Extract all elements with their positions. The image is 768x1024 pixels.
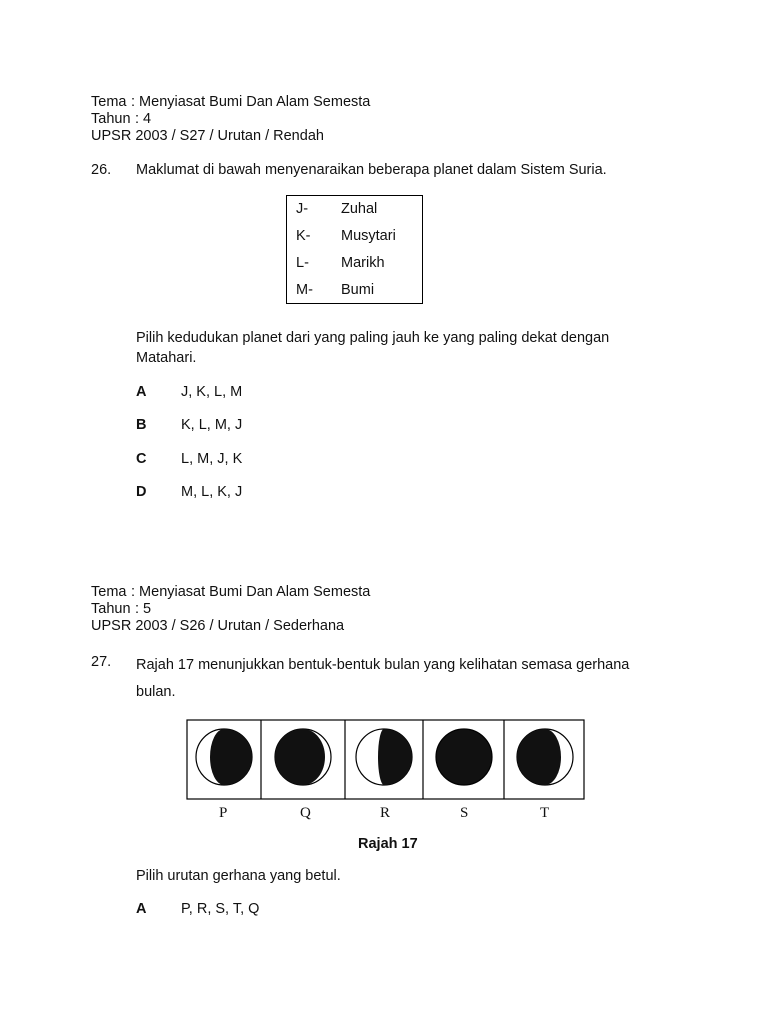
moon-phase-s: [436, 729, 492, 785]
planet-name: Bumi: [341, 282, 375, 298]
q26-prompt-line1: Pilih kedudukan planet dari yang paling jauh ke yang paling dekat dengan: [136, 330, 610, 346]
figure-caption: Rajah 17: [358, 836, 418, 852]
q26-prompt-line2: Matahari.: [136, 350, 197, 366]
tema-value: : Menyiasat Bumi Dan Alam Semesta: [131, 584, 371, 600]
tahun-label: Tahun: [91, 111, 131, 127]
planet-code: M-: [296, 282, 313, 298]
section1-tahun: [91, 111, 370, 128]
phase-label-t: T: [540, 805, 550, 821]
q27-text-line2: bulan.: [136, 684, 176, 700]
section1-source: UPSR 2003 / S27 / Urutan / Rendah: [91, 128, 324, 144]
moon-phase-r: [356, 729, 412, 785]
phase-label-s: S: [460, 805, 469, 821]
phase-label-r: R: [380, 805, 391, 821]
option-letter: C: [136, 451, 147, 467]
option-letter: D: [136, 484, 147, 500]
planet-name: Marikh: [341, 255, 385, 271]
option-value: J, K, L, M: [181, 384, 243, 400]
tahun-value: : 5: [135, 601, 152, 617]
option-value: L, M, J, K: [181, 451, 243, 467]
q26-text: Maklumat di bawah menyenaraikan beberapa planet dalam Sistem Suria.: [136, 162, 607, 178]
tema-label: Tema: [91, 94, 127, 110]
phase-label-p: P: [219, 805, 228, 821]
option-letter: A: [136, 901, 147, 917]
moon-phase-p: [196, 729, 252, 785]
section2-meta: [91, 584, 370, 635]
tema-value: : Menyiasat Bumi Dan Alam Semesta: [131, 94, 371, 110]
moon-phase-t: [517, 729, 573, 785]
planet-list-box: [286, 195, 423, 304]
planet-name: Zuhal: [341, 201, 378, 217]
section2-source: UPSR 2003 / S26 / Urutan / Sederhana: [91, 618, 345, 634]
planet-code: L-: [296, 255, 309, 271]
moon-phase-q: [275, 729, 331, 785]
section2-tema: [91, 584, 370, 601]
planet-code: J-: [296, 201, 309, 217]
tema-label: Tema: [91, 584, 127, 600]
planet-name: Musytari: [341, 228, 396, 244]
q27-text: [136, 652, 629, 706]
moon-phase-diagram: [186, 719, 586, 801]
q26-number: 26.: [91, 162, 112, 178]
option-letter: B: [136, 417, 147, 433]
option-value: K, L, M, J: [181, 417, 243, 433]
q27-number: 27.: [91, 654, 112, 670]
section1-meta: [91, 94, 370, 145]
planet-code: K-: [296, 228, 311, 244]
option-letter: A: [136, 384, 147, 400]
option-value: P, R, S, T, Q: [181, 901, 260, 917]
tahun-label: Tahun: [91, 601, 131, 617]
q27-prompt: Pilih urutan gerhana yang betul.: [136, 868, 341, 884]
q26-prompt: [136, 328, 609, 368]
q27-text-line1: Rajah 17 menunjukkan bentuk-bentuk bulan yang kelihatan semasa gerhana: [136, 657, 630, 673]
option-value: M, L, K, J: [181, 484, 243, 500]
phase-label-q: Q: [300, 805, 311, 821]
section2-tahun: [91, 601, 370, 618]
tahun-value: : 4: [135, 111, 152, 127]
section1-tema: [91, 94, 370, 111]
